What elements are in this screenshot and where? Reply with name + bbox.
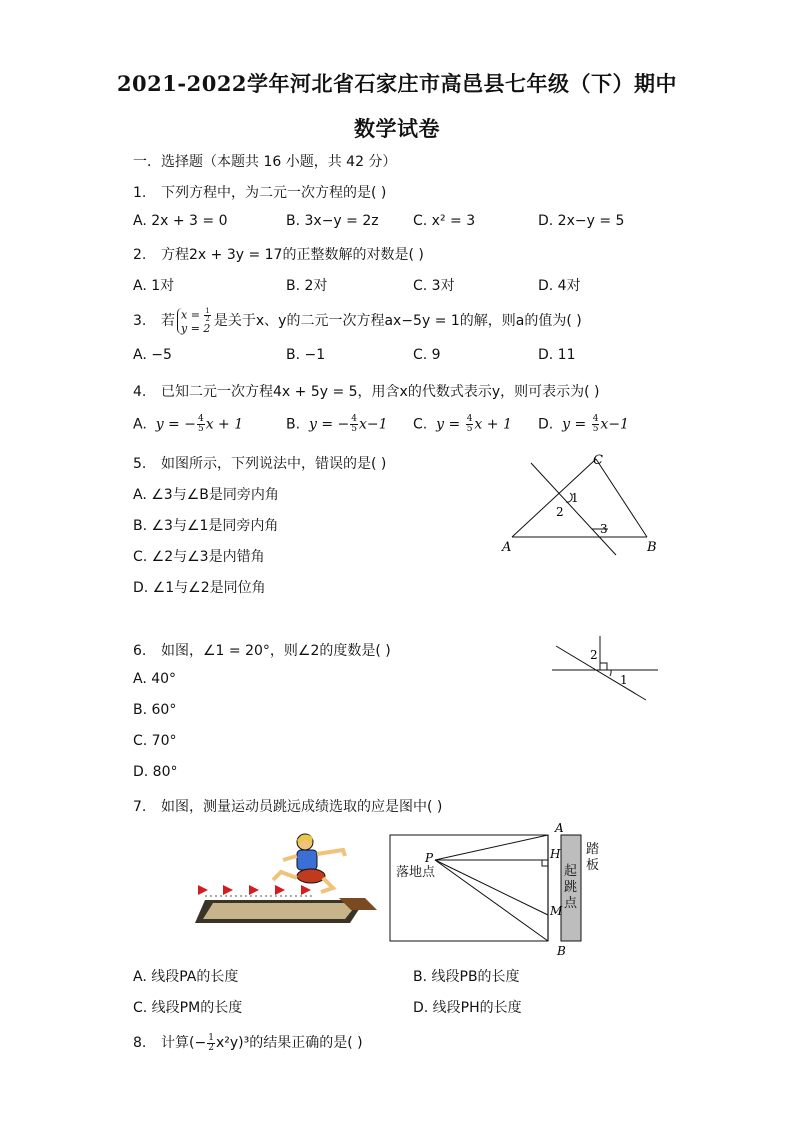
jumper-figure bbox=[273, 834, 345, 892]
question-text-post: x²y)³的结果正确的是( ) bbox=[215, 1035, 363, 1051]
vertex-c-label: C bbox=[593, 453, 603, 468]
q7-option-c[interactable]: C. 线段PM的长度 bbox=[133, 1000, 243, 1016]
segment-pb bbox=[435, 860, 548, 941]
vertex-a-label: A bbox=[502, 540, 512, 555]
section-heading: 一．选择题（本题共 16 小题，共 42 分） bbox=[133, 154, 397, 170]
question-number: 4. bbox=[133, 384, 147, 400]
question-1 bbox=[133, 182, 386, 202]
point-m-label: M bbox=[550, 904, 563, 918]
measurement-diagram bbox=[388, 820, 613, 960]
landing-area bbox=[390, 835, 548, 941]
q4-option-a[interactable]: A. y = − $\frac{4}{5}$ x + 1 bbox=[133, 414, 244, 434]
flag-icon bbox=[223, 885, 233, 895]
flag-icon bbox=[249, 885, 259, 895]
question-7 bbox=[133, 796, 442, 816]
q5-option-a[interactable]: A. ∠3与∠B是同旁内角 bbox=[133, 487, 279, 503]
exam-title-line2: 数学试卷 bbox=[354, 116, 440, 141]
question-number: 1. bbox=[133, 185, 147, 201]
segment-pa bbox=[435, 835, 548, 860]
question-2 bbox=[133, 244, 424, 264]
fraction: $\frac{4}{5}$ bbox=[351, 414, 357, 434]
angle-2-label: 2 bbox=[590, 648, 598, 662]
q3-option-b[interactable]: B. −1 bbox=[286, 347, 326, 363]
segment-pm bbox=[435, 860, 548, 915]
q6-option-d[interactable]: D. 80° bbox=[133, 764, 178, 780]
q7-option-a[interactable]: A. 线段PA的长度 bbox=[133, 969, 239, 985]
q2-option-b[interactable]: B. 2对 bbox=[286, 278, 328, 294]
flag-markers bbox=[198, 885, 311, 895]
vertex-b-label: B bbox=[647, 540, 657, 555]
side-ac bbox=[512, 459, 596, 537]
q4-option-d[interactable]: D. y = $\frac{4}{5}$ x−1 bbox=[538, 414, 629, 434]
sand-pit bbox=[203, 903, 358, 919]
jumper-leg bbox=[321, 878, 333, 892]
angle-1-label: 1 bbox=[620, 673, 628, 687]
question-number: 2. bbox=[133, 247, 147, 263]
q6-option-b[interactable]: B. 60° bbox=[133, 702, 177, 718]
question-text: 方程2x + 3y = 17的正整数解的对数是( ) bbox=[161, 247, 424, 263]
jumper-leg bbox=[273, 872, 297, 880]
question-number: 3. bbox=[133, 313, 147, 329]
transversal-line bbox=[531, 463, 616, 555]
q5-option-d[interactable]: D. ∠1与∠2是同位角 bbox=[133, 580, 266, 596]
fraction: $\frac{4}{5}$ bbox=[466, 414, 473, 434]
q3-option-a[interactable]: A. −5 bbox=[133, 347, 172, 363]
triangle-figure bbox=[495, 445, 665, 560]
q2-option-a[interactable]: A. 1对 bbox=[133, 278, 175, 294]
angle-1-label: 1 bbox=[571, 491, 579, 505]
q2-option-c[interactable]: C. 3对 bbox=[413, 278, 455, 294]
exam-title-line1: 2021-2022学年河北省石家庄市高邑县七年级（下）期中 bbox=[116, 71, 678, 96]
point-a-label: A bbox=[555, 821, 564, 835]
question-number: 5. bbox=[133, 456, 147, 472]
slanted-line bbox=[556, 646, 646, 700]
q4-option-c[interactable]: C. y = $\frac{4}{5}$ x + 1 bbox=[413, 414, 512, 434]
q1-option-c[interactable]: C. x² = 3 bbox=[413, 213, 476, 229]
q4-option-b[interactable]: B. y = − $\frac{4}{5}$ x−1 bbox=[286, 414, 388, 434]
jumper-shorts bbox=[297, 869, 325, 883]
jumper-arm bbox=[283, 856, 297, 860]
angle-1-arc bbox=[610, 670, 611, 676]
question-text-post: 是关于x、y的二元一次方程ax−5y = 1的解，则a的值为( ) bbox=[213, 313, 582, 329]
question-text: 如图所示，下列说法中，错误的是( ) bbox=[161, 456, 387, 472]
question-4 bbox=[133, 381, 600, 401]
question-5 bbox=[133, 453, 386, 473]
question-text: 如图，∠1 = 20°，则∠2的度数是( ) bbox=[161, 643, 391, 659]
question-text: 已知二元一次方程4x + 5y = 5，用含x的代数式表示y，则可表示为( ) bbox=[161, 384, 600, 400]
right-angle-mark bbox=[542, 860, 548, 866]
jumper-arm bbox=[317, 850, 345, 856]
fraction: $\frac{4}{5}$ bbox=[592, 414, 599, 434]
fraction: $\frac{4}{5}$ bbox=[197, 414, 204, 434]
q2-option-d[interactable]: D. 4对 bbox=[538, 278, 581, 294]
angle-figure bbox=[550, 632, 665, 707]
q6-option-a[interactable]: A. 40° bbox=[133, 671, 177, 687]
question-number: 8. bbox=[133, 1035, 147, 1051]
q5-option-b[interactable]: B. ∠3与∠1是同旁内角 bbox=[133, 518, 279, 534]
question-number: 7. bbox=[133, 799, 147, 815]
flag-icon bbox=[275, 885, 285, 895]
equation-system bbox=[177, 308, 212, 334]
q5-option-c[interactable]: C. ∠2与∠3是内错角 bbox=[133, 549, 265, 565]
system-row-1: x = bbox=[181, 308, 204, 322]
takeoff-point-label: 起跳点 bbox=[564, 864, 578, 911]
question-number: 6. bbox=[133, 643, 147, 659]
q1-option-b[interactable]: B. 3x−y = 2z bbox=[286, 213, 379, 229]
q1-option-a[interactable]: A. 2x + 3 = 0 bbox=[133, 213, 228, 229]
long-jump-illustration bbox=[193, 830, 383, 930]
landing-point-label: 落地点 bbox=[396, 865, 436, 880]
board-label: 踏板 bbox=[586, 842, 600, 873]
angle-2-label: 2 bbox=[556, 505, 564, 519]
question-3 bbox=[133, 308, 582, 334]
fraction: $\frac{1}{2}$ bbox=[205, 307, 210, 323]
question-text-pre: 若 bbox=[161, 313, 175, 329]
q6-option-c[interactable]: C. 70° bbox=[133, 733, 177, 749]
q3-option-d[interactable]: D. 11 bbox=[538, 347, 576, 363]
q1-option-d[interactable]: D. 2x−y = 5 bbox=[538, 213, 625, 229]
q7-option-b[interactable]: B. 线段PB的长度 bbox=[413, 969, 520, 985]
question-text: 如图，测量运动员跳远成绩选取的应是图中( ) bbox=[161, 799, 443, 815]
q3-option-c[interactable]: C. 9 bbox=[413, 347, 441, 363]
point-b-label: B bbox=[557, 944, 566, 958]
point-p-label: P bbox=[425, 851, 434, 865]
question-8 bbox=[133, 1032, 363, 1053]
right-angle-mark bbox=[600, 663, 607, 670]
jumper-shirt bbox=[297, 850, 317, 870]
system-row-2: y = 2 bbox=[181, 322, 211, 335]
question-6 bbox=[133, 640, 391, 660]
fraction: $\frac{1}{2}$ bbox=[208, 1032, 214, 1053]
point-h-label: H bbox=[550, 847, 561, 861]
question-text-pre: 计算(− bbox=[161, 1035, 207, 1051]
question-text: 下列方程中，为二元一次方程的是( ) bbox=[161, 185, 387, 201]
q7-option-d[interactable]: D. 线段PH的长度 bbox=[413, 1000, 522, 1016]
flag-icon bbox=[301, 885, 311, 895]
flag-icon bbox=[198, 885, 208, 895]
angle-3-label: 3 bbox=[600, 522, 608, 536]
